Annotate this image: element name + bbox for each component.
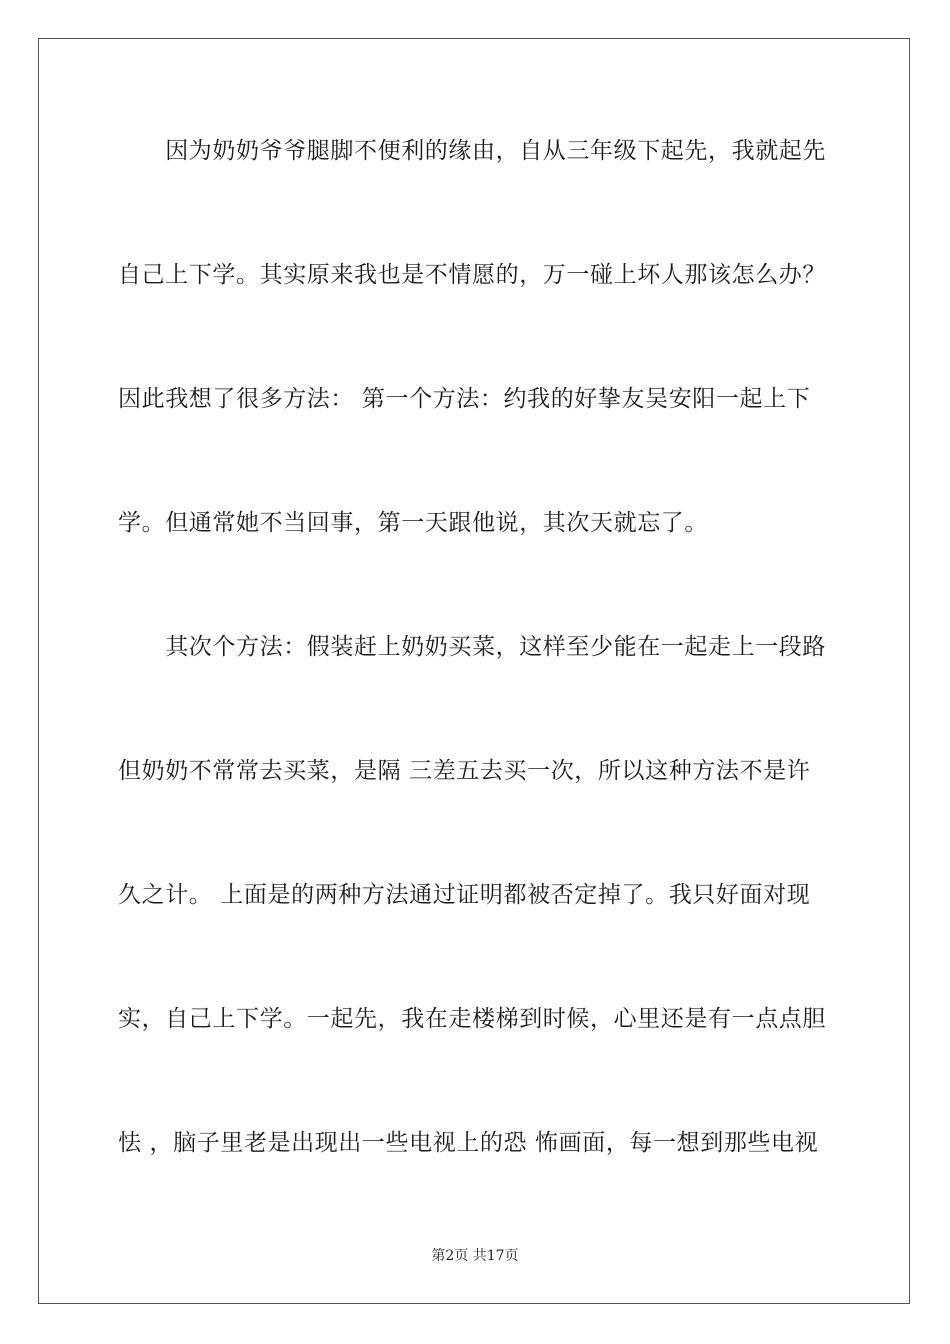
text-line-2: 自己上下学。其实原来我也是不情愿的，万一碰上坏人那该怎么办？ [118, 262, 826, 288]
text-line-6: 但奶奶不常常去买菜，是隔 三差五去买一次，所以这种方法不是许 [118, 758, 811, 784]
text-line-9: 怯 ，脑子里老是出现出一些电视上的恐 怖画面，每一想到那些电视 [118, 1130, 819, 1156]
text-line-1: 因为奶奶爷爷腿脚不便利的缘由，自从三年级下起先，我就起先 [118, 138, 826, 164]
page-number-footer: 第2页 共17页 [431, 1248, 519, 1264]
text-line-8: 实，自己上下学。一起先，我在走楼梯到时候，心里还是有一点点胆 [118, 1006, 826, 1032]
text-line-3: 因此我想了很多方法： 第一个方法：约我的好挚友吴安阳一起上下 [118, 386, 811, 412]
text-line-5: 其次个方法：假装赶上奶奶买菜，这样至少能在一起走上一段路 [118, 634, 826, 660]
text-line-4: 学。但通常她不当回事，第一天跟他说，其次天就忘了。 [118, 510, 708, 536]
page-border [38, 38, 910, 1304]
text-line-7: 久之计。 上面是的两种方法通过证明都被否定掉了。我只好面对现 [118, 882, 811, 908]
